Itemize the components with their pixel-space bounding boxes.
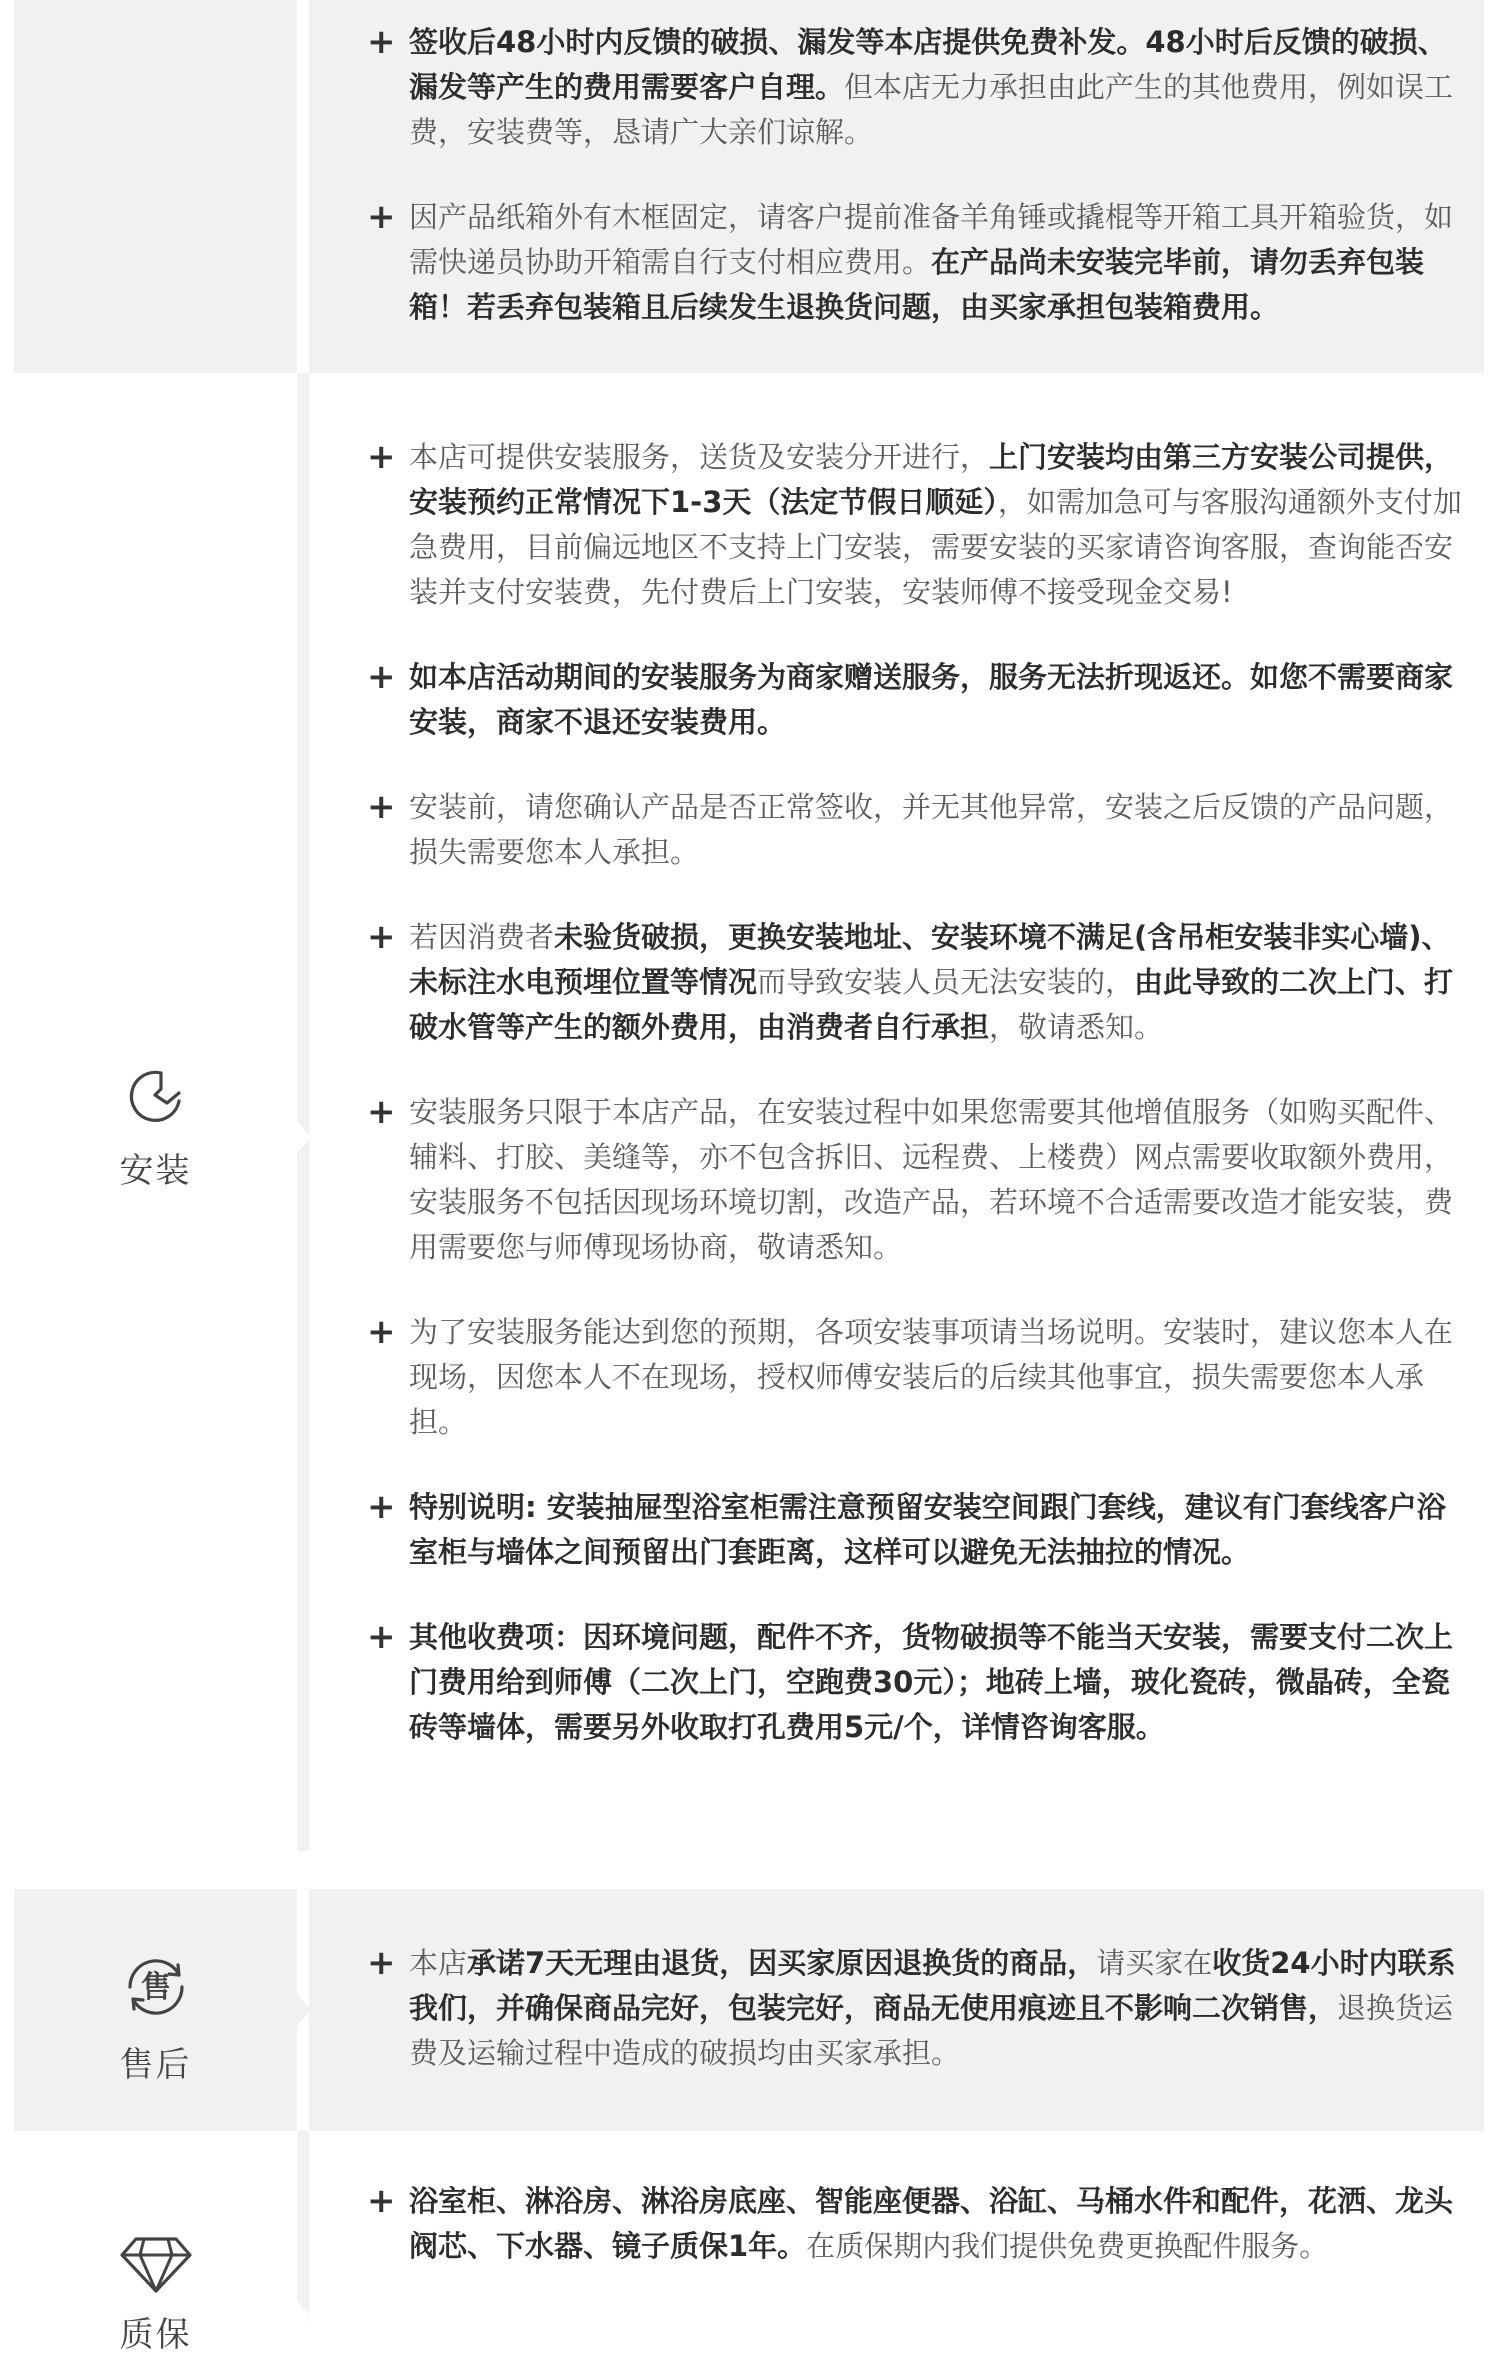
bold-text: 未验货破损，更换安装地址、安装环境不满足(含吊柜安装非实心墙)、未标注水电预埋位置等情况 [409,920,1451,999]
aftersale-content [359,1941,1470,2116]
list-item [359,435,1470,615]
aftersale-section [14,1889,1484,2131]
bold-text: 浴室柜、淋浴房、淋浴房底座、智能座便器、浴缸、马桶水件和配件，花洒、龙头阀芯、下水器、镜子质保1年。 [409,2184,1454,2263]
bold-text: 在产品尚未安装完毕前，请勿丢弃包装箱！若丢弃包装箱且后续发生退换货问题，由买家承担包装箱费用。 [409,245,1425,324]
warranty-label-text: 质保 [119,2315,192,2355]
list-item [359,785,1470,875]
svg-text:售: 售 [140,1970,171,2005]
plus-icon: + [367,1312,396,1352]
list-item [359,1310,1470,1445]
label-column [14,0,297,373]
text: 在质保期内我们提供免费更换配件服务。 [806,2229,1329,2263]
shipping-content [359,20,1470,370]
list-item [359,195,1470,330]
install-content [359,435,1470,1790]
plus-icon: + [367,22,396,62]
list-item [359,2179,1470,2269]
install-label [14,1063,297,1192]
text: 但本店无力承担由此产生的其他费用，例如误工费，安装费等，恳请广大亲们谅解。 [409,70,1454,149]
install-label-text: 安装 [119,1151,192,1191]
list-item [359,1485,1470,1575]
text: 因产品纸箱外有木框固定，请客户提前准备羊角锤或撬棍等开箱工具开箱验货，如需快递员协助开箱需自行支付相应费用。 [409,200,1454,279]
bold-text: 如本店活动期间的安装服务为商家赠送服务，服务无法折现返还。如您不需要商家安装，商家不退还安装费用。 [409,660,1454,739]
bold-text: 其他收费项：因环境问题，配件不齐，货物破损等不能当天安装，需要支付二次上门费用给到师傅（二次上门，空跑费30元）；地砖上墙，玻化瓷砖，微晶砖，全瓷砖等墙体，需要另外收取打孔费用5元/个，详情咨询客服。 [409,1620,1454,1744]
section-divider [297,1889,309,2131]
text: 本店可提供安装服务，送货及安装分开进行， [409,440,990,474]
bold-text: 由此导致的二次上门、打破水管等产生的额外费用，由消费者自行承担 [409,965,1454,1044]
plus-icon: + [367,1617,396,1657]
plus-icon: + [367,197,396,237]
plus-icon: + [367,917,396,957]
section-divider [297,0,309,373]
warranty-label [14,2233,297,2356]
warranty-section [14,2131,1484,2355]
diamond-icon [116,2233,196,2297]
after-sale-icon [116,1947,196,2027]
list-item [359,655,1470,745]
bold-text: 收货24小时内联系我们，并确保商品完好，包装完好，商品无使用痕迹且不影响二次销售， [409,1946,1456,2025]
text: 而导致安装人员无法安装的， [757,965,1135,999]
divider-notch [297,2301,311,2333]
plus-icon: + [367,787,396,827]
plus-icon: + [367,657,396,697]
text: 若因消费者 [409,920,555,954]
section-divider [297,373,309,1851]
install-section [14,373,1484,1851]
plus-icon: + [367,1943,396,1983]
bold-text: 签收后48小时内反馈的破损、漏发等本店提供免费补发。48小时后反馈的破损、漏发等产生的费用需要客户自理。 [409,25,1447,104]
text: 为了安装服务能达到您的预期，各项安装事项请当场说明。安装时，建议您本人在现场，因您本人不在现场，授权师傅安装后的后续其他事宜，损失需要您本人承担。 [409,1315,1454,1439]
aftersale-label [14,1947,297,2086]
list-item [359,1090,1470,1270]
plus-icon: + [367,2181,396,2221]
bold-text: 承诺7天无理由退货，因买家原因退换货的商品， [467,1946,1097,1980]
divider-notch [297,1994,311,2026]
text: ，敬请悉知。 [989,1010,1164,1044]
list-item [359,1615,1470,1750]
text: 安装前，请您确认产品是否正常签收，并无其他异常，安装之后反馈的产品问题，损失需要您本人承担。 [409,790,1454,869]
list-item [359,1941,1470,2076]
plus-icon: + [367,437,396,477]
plus-icon: + [367,1092,396,1132]
list-item [359,915,1470,1050]
section-divider [297,2131,309,2322]
bold-text: 上门安装均由第三方安装公司提供，安装预约正常情况下1-3天（法定节假日顺延） [409,440,1454,519]
aftersale-label-text: 售后 [119,2045,192,2085]
list-item [359,20,1470,155]
shipping-section [14,0,1484,373]
text: ，如需加急可与客服沟通额外支付加急费用，目前偏远地区不支持上门安装，需要安装的买家请咨询客服，查询能否安装并支付安装费，先付费后上门安装，安装师傅不接受现金交易! [409,485,1462,609]
warranty-content [359,2179,1470,2309]
plus-icon: + [367,1487,396,1527]
text: 本店 [409,1946,468,1980]
wrench-icon [121,1063,191,1133]
bold-text: 特别说明: 安装抽屉型浴室柜需注意预留安装空间跟门套线，建议有门套线客户浴室柜与墙体之间预留出门套距离，这样可以避免无法抽拉的情况。 [409,1490,1446,1569]
text: 安装服务只限于本店产品，在安装过程中如果您需要其他增值服务（如购买配件、辅料、打胶、美缝等，亦不包含拆旧、远程费、上楼费）网点需要收取额外费用，安装服务不包括因现场环境切割，改造产品，若环境不合适需要改造才能安装，费用需要您与师傅现场协商，敬请悉知。 [409,1095,1454,1264]
divider-notch [297,1121,311,1153]
text: 退换货运费及运输过程中造成的破损均由买家承担。 [409,1991,1454,2070]
text: 请买家在 [1096,1946,1213,1980]
